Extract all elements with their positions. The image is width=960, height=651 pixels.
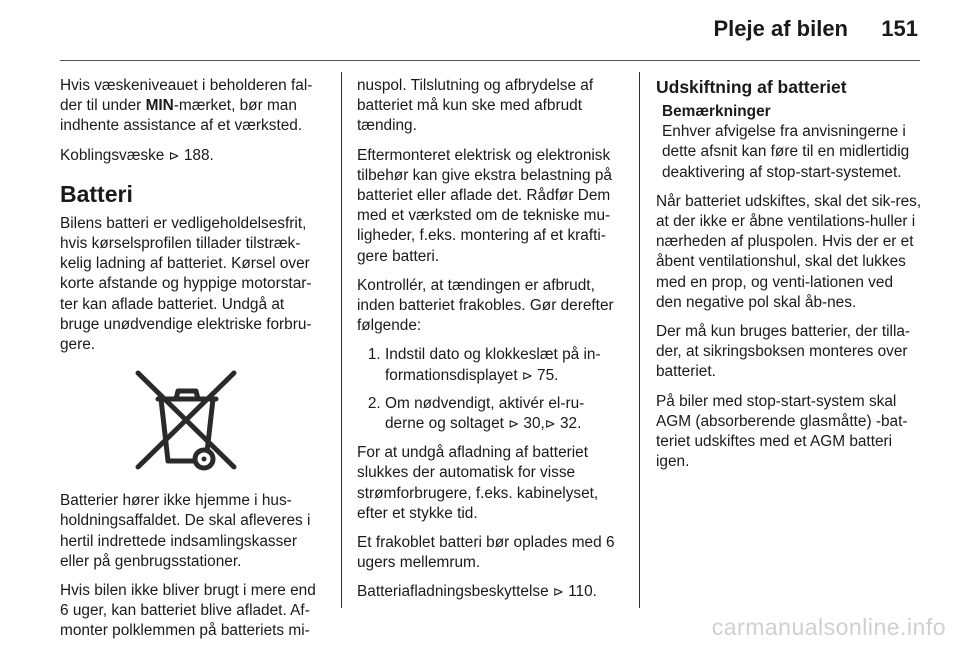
paragraph: Når batteriet udskiftes, skal det sik-res, at der ikke er åbne ventilations-huller i nærheden af pluspolen. Hvis der er et åbent ventilationshul, skal det lukkes med en prop, og venti-lationen ved den negative pol skal åb-nes. xyxy=(656,192,922,311)
note-block xyxy=(662,102,922,183)
section-heading: Batteri xyxy=(60,180,133,207)
paragraph xyxy=(357,582,623,602)
min-mark: MIN xyxy=(145,97,174,115)
note-title: Bemærkninger xyxy=(662,103,771,120)
text: Indstil dato og klokkeslæt på in-formationsdisplayet xyxy=(385,346,601,384)
note-text: Enhver afvigelse fra anvisningerne i dette afsnit kan føre til en midlertidig deaktivering af stop-start-systemet. xyxy=(662,123,910,181)
text: Om nødvendigt, aktivér el-ru-derne og soltaget xyxy=(385,394,585,433)
paragraph: nuspol. Tilslutning og afbrydelse af batteriet må kun ske med afbrudt tænding. xyxy=(357,77,594,135)
text: Hvis væskeniveauet i beholderen fal-der til under xyxy=(60,77,313,115)
list-item xyxy=(385,394,623,434)
page-reference[interactable]: 30, xyxy=(519,415,545,433)
paragraph: Kontrollér, at tændingen er afbrudt, inden batteriet frakobles. Gør derefter følgende: xyxy=(357,276,614,335)
page-title: Pleje af bilen xyxy=(713,16,848,41)
column-divider xyxy=(341,72,342,608)
paragraph xyxy=(60,76,326,137)
column-left xyxy=(60,76,326,651)
page-header xyxy=(0,16,960,56)
section-heading: Udskiftning af batteriet xyxy=(656,77,847,97)
text: -mærket, bør man indhente assistance af et værksted. xyxy=(60,97,303,135)
text: Batteriafladningsbeskyttelse xyxy=(357,583,553,601)
page-reference[interactable]: 75. xyxy=(532,366,559,384)
paragraph: Der må kun bruges batterier, der tilla-der, at sikringsboksen monteres over batteriet. xyxy=(656,323,911,381)
page-reference[interactable]: 32. xyxy=(555,415,582,433)
paragraph xyxy=(60,146,326,166)
list-item xyxy=(385,345,623,385)
paragraph: Bilens batteri er vedligeholdelsesfrit, hvis kørselsprofilen tillader tilstræk-kelig ladning af batteriet. Kørsel over korte afstande og hyppige motorstar-ter kan aflade batteriet. Undgå at bruge unødvendige elektriske forbru-gere. xyxy=(60,214,312,354)
paragraph: For at undgå afladning af batteriet slukkes der automatisk for visse strømforbrugere, f.eks. kabinelyset, efter et stykke tid. xyxy=(357,444,599,522)
paragraph: Eftermonteret elektrisk og elektronisk tilbehør kan give ekstra belastning på batteriet eller aflade det. Rådfør Dem med et værksted om de tekniske mu-ligheder, f.eks. montering af et krafti-gere batteri. xyxy=(357,146,612,265)
numbered-list xyxy=(357,345,623,434)
crossed-out-bin-icon xyxy=(130,369,242,477)
watermark: carmanualsonline.info xyxy=(711,614,946,640)
reference-arrow-icon: ⊳ xyxy=(552,584,564,600)
paragraph: Batterier hører ikke hjemme i hus-holdningsaffaldet. De skal afleveres i hertil indrettede indsamlingskasser eller på genbrugsstationer. xyxy=(60,492,311,570)
header-rule xyxy=(60,60,920,61)
page-reference[interactable]: 110. xyxy=(563,583,597,601)
paragraph: På biler med stop-start-system skal AGM (absorberende glasmåtte) -bat-teriet udskiftes med et AGM batteri igen. xyxy=(656,392,908,471)
text: Koblingsvæske xyxy=(60,146,169,164)
column-right xyxy=(656,76,922,481)
column-divider xyxy=(639,72,640,608)
reference-arrow-icon: ⊳ xyxy=(521,367,533,383)
column-middle xyxy=(357,76,623,612)
paragraph: Hvis bilen ikke bliver brugt i mere end 6 uger, kan batteriet blive afladet. Af-monter polklemmen på batteriets mi- xyxy=(60,582,316,640)
paragraph: Et frakoblet batteri bør oplades med 6 ugers mellemrum. xyxy=(357,534,615,572)
page-number: 151 xyxy=(881,16,918,41)
page-reference[interactable]: 188. xyxy=(179,146,214,164)
reference-arrow-icon: ⊳ xyxy=(168,147,180,163)
reference-arrow-icon: ⊳ xyxy=(508,416,520,432)
reference-arrow-icon: ⊳ xyxy=(544,416,556,432)
